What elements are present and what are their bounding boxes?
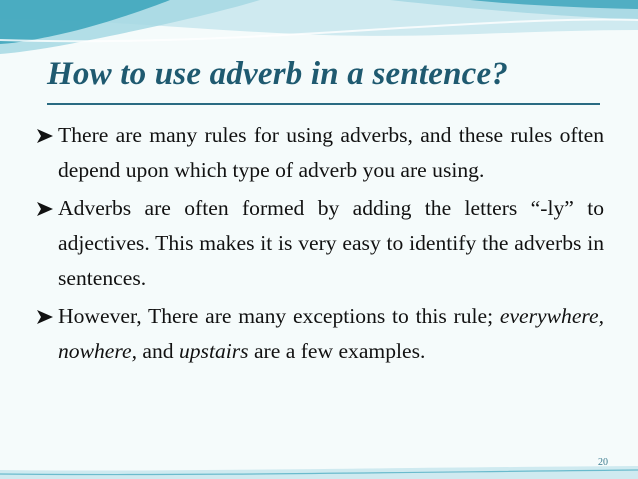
bullet-text-lead: However, There are many exceptions to this rule; bbox=[58, 304, 500, 328]
example-word: upstairs bbox=[178, 339, 249, 363]
bullet-item bbox=[36, 191, 604, 296]
bullet-item bbox=[36, 299, 604, 369]
example-word: everywhere, bbox=[499, 304, 604, 328]
bullet-list bbox=[36, 118, 604, 372]
example-word: nowhere, bbox=[58, 339, 137, 363]
separator-text: and bbox=[136, 339, 179, 363]
bullet-text-tail: are a few examples. bbox=[248, 339, 426, 363]
page-number: 20 bbox=[598, 457, 608, 468]
bullet-item bbox=[36, 118, 604, 188]
slide-title: How to use adverb in a sentence? bbox=[47, 56, 509, 92]
arrow-bullet-icon bbox=[36, 128, 54, 144]
bullet-text: There are many rules for using adverbs, and these rules often depend upon which type of adverb you are using. bbox=[58, 123, 604, 182]
title-underline bbox=[47, 103, 600, 105]
arrow-bullet-icon bbox=[36, 201, 54, 217]
arrow-bullet-icon bbox=[36, 309, 54, 325]
bullet-text: Adverbs are often formed by adding the letters “-ly” to adjectives. This makes it is very easy to identify the adverbs in sentences. bbox=[58, 196, 604, 290]
